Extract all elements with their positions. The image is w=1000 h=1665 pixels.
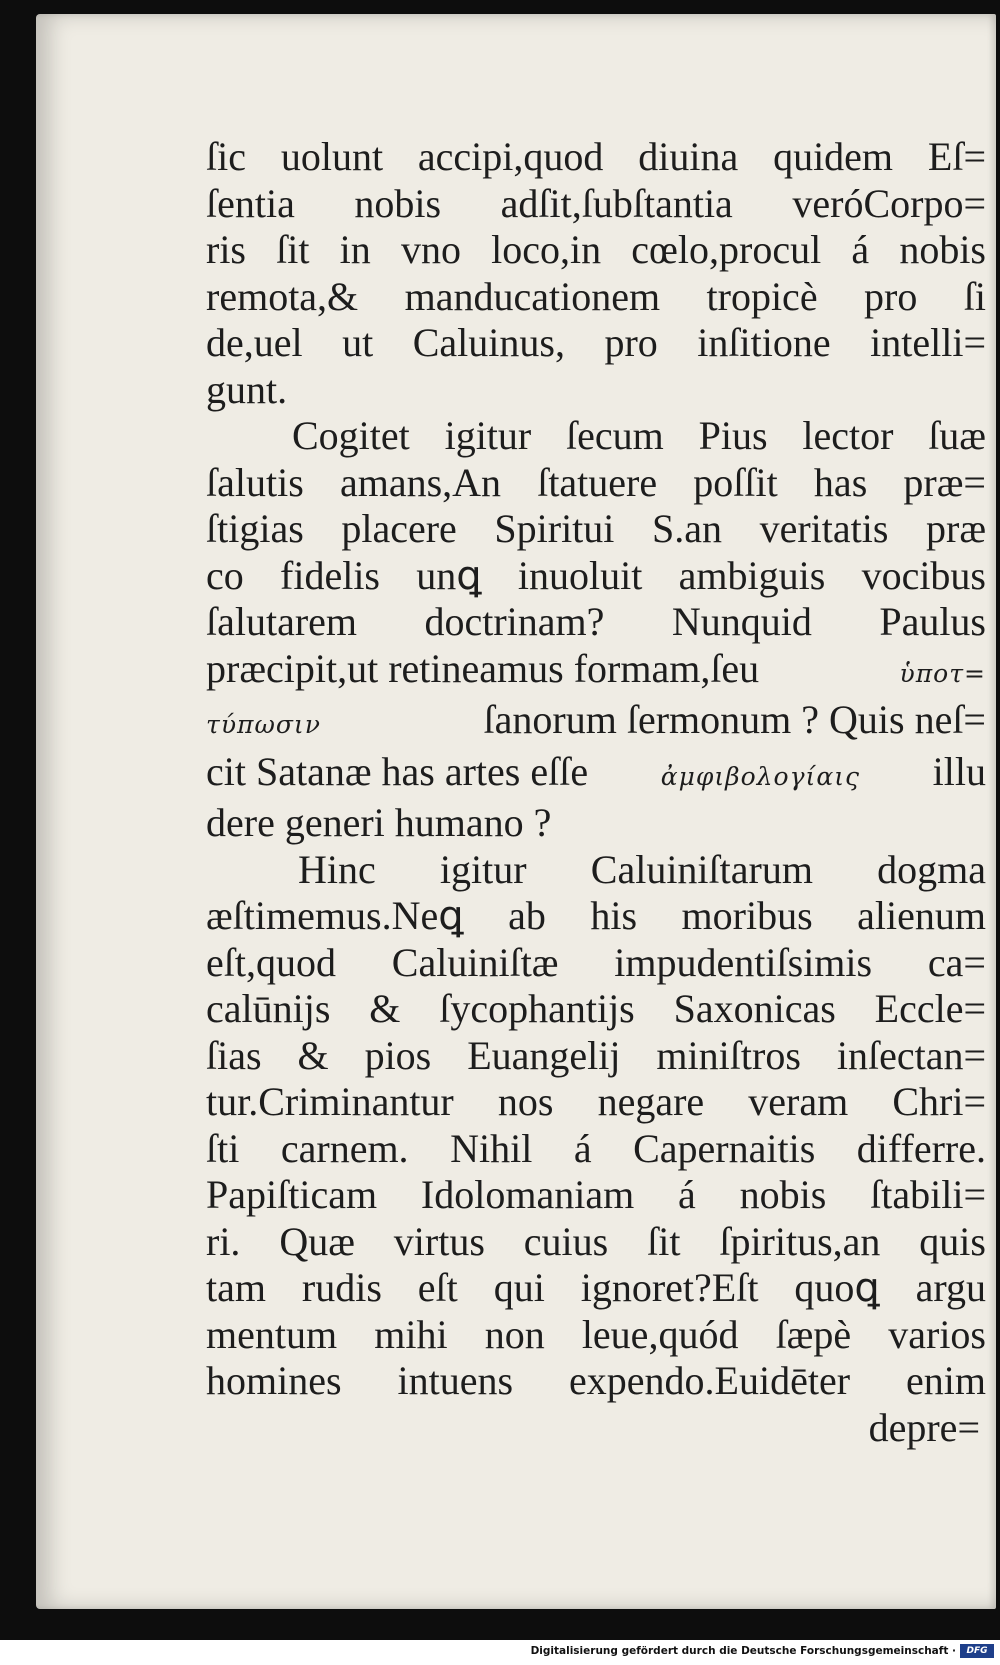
text-line: æſtimemus.Neꝗ ab his moribus alienum bbox=[206, 893, 986, 938]
text-line: mentum mihi non leue,quód ſæpè varios bbox=[206, 1311, 986, 1357]
text-line: dere generi humano ? bbox=[206, 800, 552, 845]
funding-credit: Digitalisierung gefördert durch die Deutsche Forschungsgemeinschaft · bbox=[530, 1645, 956, 1657]
dfg-logo: DFG bbox=[960, 1644, 994, 1658]
footer-bar bbox=[0, 1640, 1000, 1665]
text-line: ris ſit in vno loco,in cœlo,procul á nobis bbox=[206, 227, 986, 272]
text-line: de,uel ut Caluinus, pro inſitione intelli= bbox=[206, 320, 986, 365]
text-line: calūnijs & ſycophantijs Saxonicas Eccle= bbox=[206, 986, 986, 1031]
greek-word: τύπωσιν bbox=[206, 710, 321, 739]
greek-word: ἀμφιβολογίαις bbox=[660, 761, 861, 791]
text-segment: ſanorum ſermonum ? Quis neſ= bbox=[483, 697, 986, 742]
text-line: Cogitet igitur ſecum Pius lector ſuæ bbox=[292, 413, 986, 458]
text-segment: cit Satanæ has artes eſſe bbox=[206, 748, 589, 794]
text-line: ſic uolunt accipi,quod diuina quidem Eſ= bbox=[206, 134, 986, 179]
text-segment: illu bbox=[932, 748, 986, 794]
text-line: homines intuens expendo.Euidēter enim bbox=[206, 1358, 986, 1403]
text-line: gunt. bbox=[206, 366, 288, 412]
catchword: depre= bbox=[868, 1404, 980, 1450]
text-line: ſias & pios Euangelij miniſtros inſectan= bbox=[206, 1032, 986, 1078]
text-line-greek bbox=[206, 749, 986, 801]
text-line: Papiſticam Idolomaniam á nobis ſtabili= bbox=[206, 1172, 986, 1217]
text-line-greek bbox=[206, 697, 986, 749]
text-line: eſt,quod Caluiniſtæ impudentiſsimis ca= bbox=[206, 939, 986, 985]
text-line: remota,& manducationem tropicè pro ſi bbox=[206, 273, 986, 319]
text-line: ſentia nobis adſit,ſubſtantia veróCorpo= bbox=[206, 180, 986, 226]
text-line: ſti carnem. Nihil á Capernaitis differre. bbox=[206, 1125, 986, 1171]
text-line: Hinc igitur Caluiniſtarum dogma bbox=[298, 846, 986, 892]
text-line: tam rudis eſt qui ignoret?Eſt quoꝗ argu bbox=[206, 1265, 986, 1310]
text-line: co fidelis unꝗ inuoluit ambiguis vocibus bbox=[206, 552, 986, 598]
book-page bbox=[36, 14, 996, 1609]
text-line: ri. Quæ virtus cuius ſit ſpiritus,an quis bbox=[206, 1218, 986, 1264]
page-text bbox=[206, 134, 986, 1451]
text-line: ſalutarem doctrinam? Nunquid Paulus bbox=[206, 599, 986, 644]
text-line: ſalutis amans,An ſtatuere poſſit has præ= bbox=[206, 459, 986, 505]
text-line: ſtigias placere Spiritui S.an veritatis præ bbox=[206, 506, 986, 551]
text-line-greek bbox=[206, 646, 986, 698]
greek-word: ὑποτ= bbox=[899, 658, 986, 688]
text-line: tur.Criminantur nos negare veram Chri= bbox=[206, 1079, 986, 1124]
text-segment: præcipit,ut retineamus formam,ſeu bbox=[206, 645, 760, 691]
